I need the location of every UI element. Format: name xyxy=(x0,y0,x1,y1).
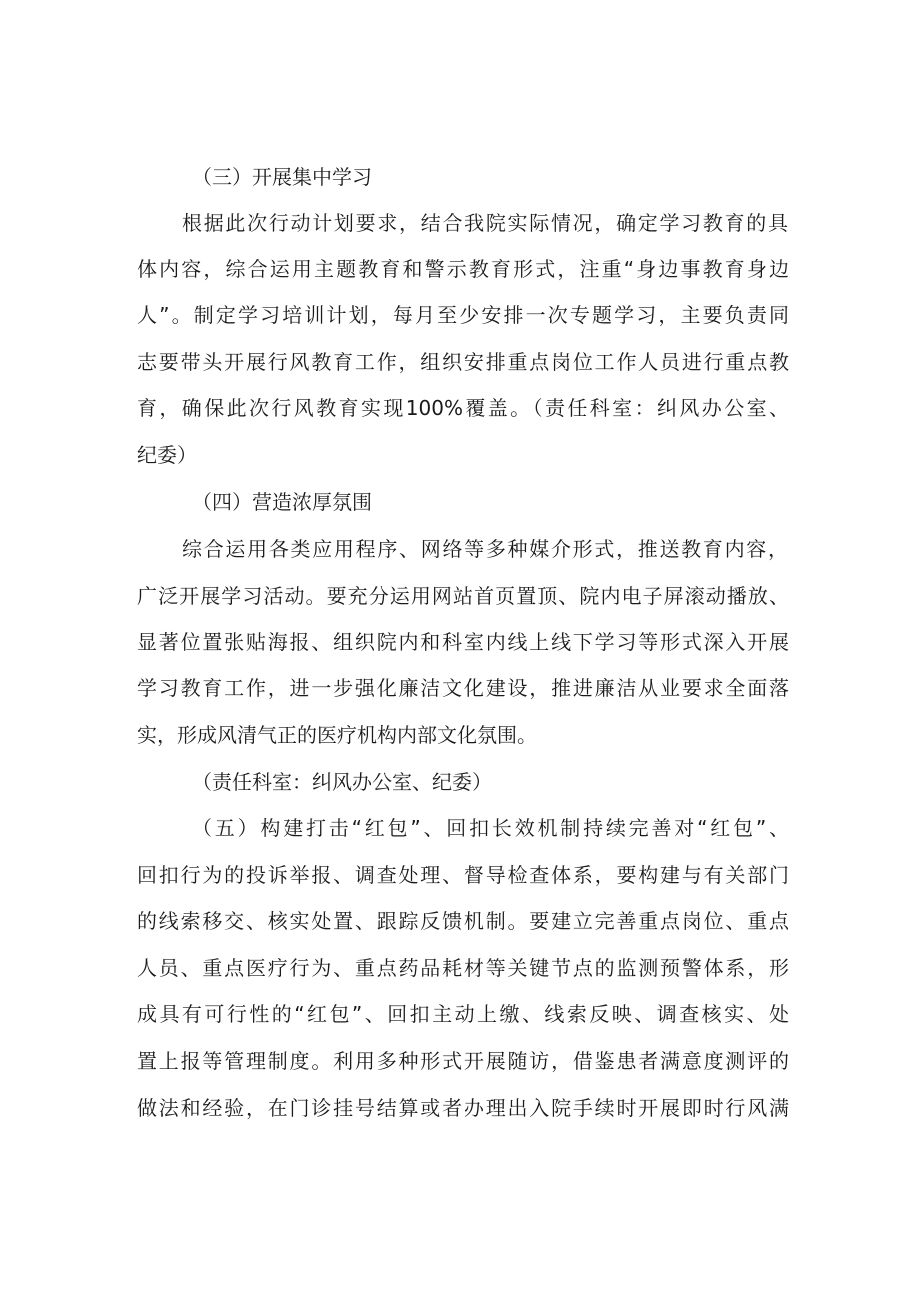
paragraph-line: 做法和经验，在门诊挂号结算或者办理出入院手续时开展即时行风满 xyxy=(137,1096,789,1120)
paragraph-line: 显著位置张贴海报、组织院内和科室内线上线下学习等形式深入开展 xyxy=(137,630,789,654)
paragraph-line: 志要带头开展行风教育工作，组织安排重点岗位工作人员进行重点教 xyxy=(137,350,789,374)
paragraph-line: 人”。制定学习培训计划，每月至少安排一次专题学习，主要负责同 xyxy=(137,303,789,327)
paragraph-line: 回扣行为的投诉举报、调查处理、督导检查体系，要构建与有关部门 xyxy=(137,863,789,887)
paragraph-line: 体内容，综合运用主题教育和警示教育形式，注重“身边事教育身边 xyxy=(137,257,789,281)
paragraph-line: 综合运用各类应用程序、网络等多种媒介形式，推送教育内容， xyxy=(182,537,788,561)
section-heading-4: （四）营造浓厚氛围 xyxy=(192,490,372,514)
paragraph-line: 的线索移交、核实处置、跟踪反馈机制。要建立完善重点岗位、重点 xyxy=(137,909,789,933)
paragraph-line: 根据此次行动计划要求，结合我院实际情况，确定学习教育的具 xyxy=(182,211,788,235)
paragraph-line: 育，确保此次行风教育实现100%覆盖。（责任科室：纠风办公室、 xyxy=(137,396,789,420)
responsibility-note: （责任科室：纠风办公室、纪委） xyxy=(192,770,492,794)
paragraph-line: 成具有可行性的“红包”、回扣主动上缴、线索反映、调查核实、处 xyxy=(137,1002,789,1026)
paragraph-line: 人员、重点医疗行为、重点药品耗材等关键节点的监测预警体系，形 xyxy=(137,956,789,980)
section-heading-3: （三）开展集中学习 xyxy=(192,165,372,189)
section-heading-5: （五）构建打击“红包”、回扣长效机制持续完善对“红包”、 xyxy=(192,816,789,840)
paragraph-line: 置上报等管理制度。利用多种形式开展随访，借鉴患者满意度测评的 xyxy=(137,1049,789,1073)
paragraph-line: 广泛开展学习活动。要充分运用网站首页置顶、院内电子屏滚动播放、 xyxy=(137,584,789,608)
paragraph-line: 纪委） xyxy=(137,443,197,467)
paragraph-line: 实，形成风清气正的医疗机构内部文化氛围。 xyxy=(137,723,537,747)
paragraph-line: 学习教育工作，进一步强化廉洁文化建设，推进廉洁从业要求全面落 xyxy=(137,676,789,700)
